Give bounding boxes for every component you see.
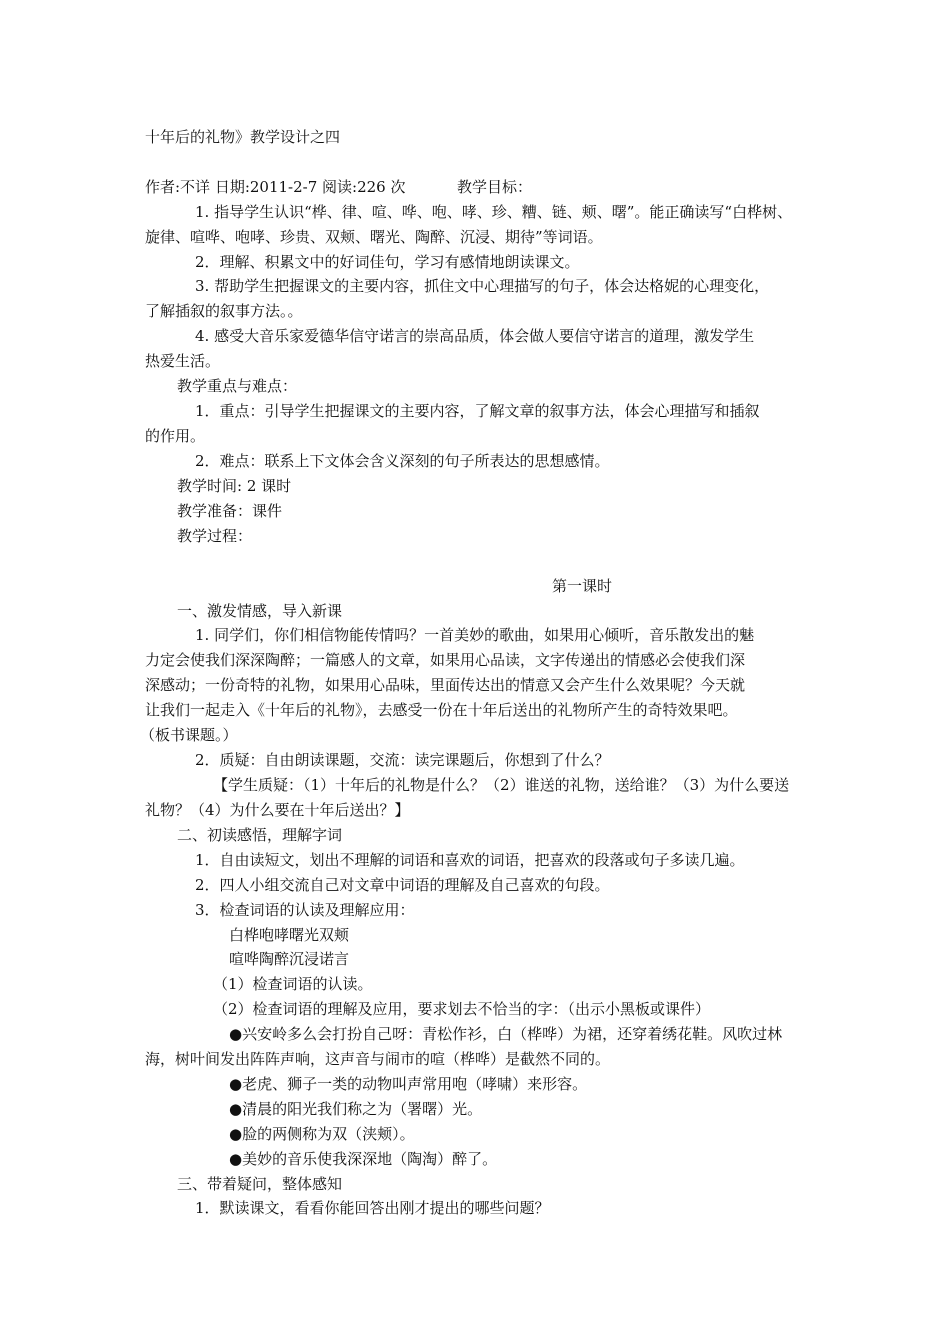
bullet-4: ●脸的两侧称为双（浃颊）。 [229,1125,415,1143]
section-1-para-2: 2．质疑：自由朗读课题，交流：读完课题后，你想到了什么？ [195,751,610,769]
section-1-heading: 一、激发情感，导入新课 [177,602,343,620]
section-1-para-3-line-2: 礼物？（4）为什么要在十年后送出？】 [145,801,410,819]
section-1-para-3-line-1: 【学生质疑：（1）十年后的礼物是什么？（2）谁送的礼物，送给谁？（3）为什么要送 [213,776,790,794]
goal-2: 2．理解、积累文中的好词佳句，学习有感情地朗读课文。 [195,253,580,271]
bullet-5: ●美妙的音乐使我深深地（陶淘）醉了。 [229,1150,498,1168]
section-2-para-1: 1．自由读短文，划出不理解的词语和喜欢的词语，把喜欢的段落或句子多读几遍。 [195,851,745,869]
key-point-1-line-1: 1．重点：引导学生把握课文的主要内容，了解文章的叙事方法，体会心理描写和插叙 [195,402,760,420]
teaching-prep: 教学准备：课件 [177,502,283,520]
goal-4-line-2: 热爱生活。 [145,352,221,370]
section-1-para-1-line-5: （板书课题。） [140,726,238,744]
word-list-1: 白桦咆哮曙光双颊 [229,926,350,944]
doc-title: 十年后的礼物》教学设计之四 [145,128,341,146]
section-1-para-1-line-3: 深感动；一份奇特的礼物，如果用心品味，里面传达出的情意又会产生什么效果呢？今天就 [145,676,746,694]
key-point-1-line-2: 的作用。 [145,427,206,445]
section-2-para-2: 2．四人小组交流自己对文章中词语的理解及自己喜欢的句段。 [195,876,610,894]
goal-1-line-2: 旋律、喧哗、咆哮、珍贵、双颊、曙光、陶醉、沉浸、期待”等词语。 [145,228,603,246]
goal-3-line-1: 3. 帮助学生把握课文的主要内容，抓住文中心理描写的句子，体会达格妮的心理变化， [195,277,770,295]
teaching-time: 教学时间: 2 课时 [177,477,292,495]
section-1-para-1-line-4: 让我们一起走入《十年后的礼物》，去感受一份在十年后送出的礼物所产生的奇特效果吧。 [145,701,738,719]
goals-heading: 教学目标： [457,178,533,196]
check-1: （1）检查词语的认读。 [213,975,373,993]
bullet-1-line-1: ●兴安岭多么会打扮自己呀：青松作衫，白（桦哗）为裙，还穿着绣花鞋。风吹过林 [229,1025,783,1043]
check-2: （2）检查词语的理解及应用，要求划去不恰当的字：（出示小黑板或课件） [213,1000,711,1018]
bullet-1-line-2: 海，树叶间发出阵阵声响，这声音与闹市的喧（桦哗）是截然不同的。 [145,1050,611,1068]
goal-4-line-1: 4. 感受大音乐家爱德华信守诺言的崇高品质，体会做人要信守诺言的道理，激发学生 [195,327,755,345]
word-list-2: 喧哗陶醉沉浸诺言 [229,950,350,968]
bullet-3: ●清晨的阳光我们称之为（署曙）光。 [229,1100,483,1118]
section-2-heading: 二、初读感悟，理解字词 [177,826,343,844]
doc-meta: 作者:不详 日期:2011-2-7 阅读:226 次 [145,178,406,196]
section-1-para-1-line-2: 力定会使我们深深陶醉；一篇感人的文章，如果用心品读，文字传递出的情感必会使我们深 [145,651,746,669]
teaching-process: 教学过程： [177,527,253,545]
lesson-1-heading: 第一课时 [552,577,613,595]
goal-3-line-2: 了解插叙的叙事方法。。 [145,302,303,320]
goal-1-line-1: 1. 指导学生认识“桦、律、喧、哗、咆、哮、珍、糟、链、颊、曙”。能正确读写“白桦树、 [195,203,793,221]
bullet-2: ●老虎、狮子一类的动物叫声常用咆（哮啸）来形容。 [229,1075,588,1093]
section-2-para-3: 3．检查词语的认读及理解应用： [195,901,415,919]
section-3-heading: 三、带着疑问，整体感知 [177,1175,343,1193]
section-1-para-1-line-1: 1. 同学们，你们相信物能传情吗？一首美妙的歌曲，如果用心倾听，音乐散发出的魅 [195,626,755,644]
key-point-2: 2．难点：联系上下文体会含义深刻的句子所表达的思想感情。 [195,452,610,470]
section-3-para-1: 1．默读课文，看看你能回答出刚才提出的哪些问题？ [195,1199,550,1217]
key-points-heading: 教学重点与难点： [177,377,298,395]
